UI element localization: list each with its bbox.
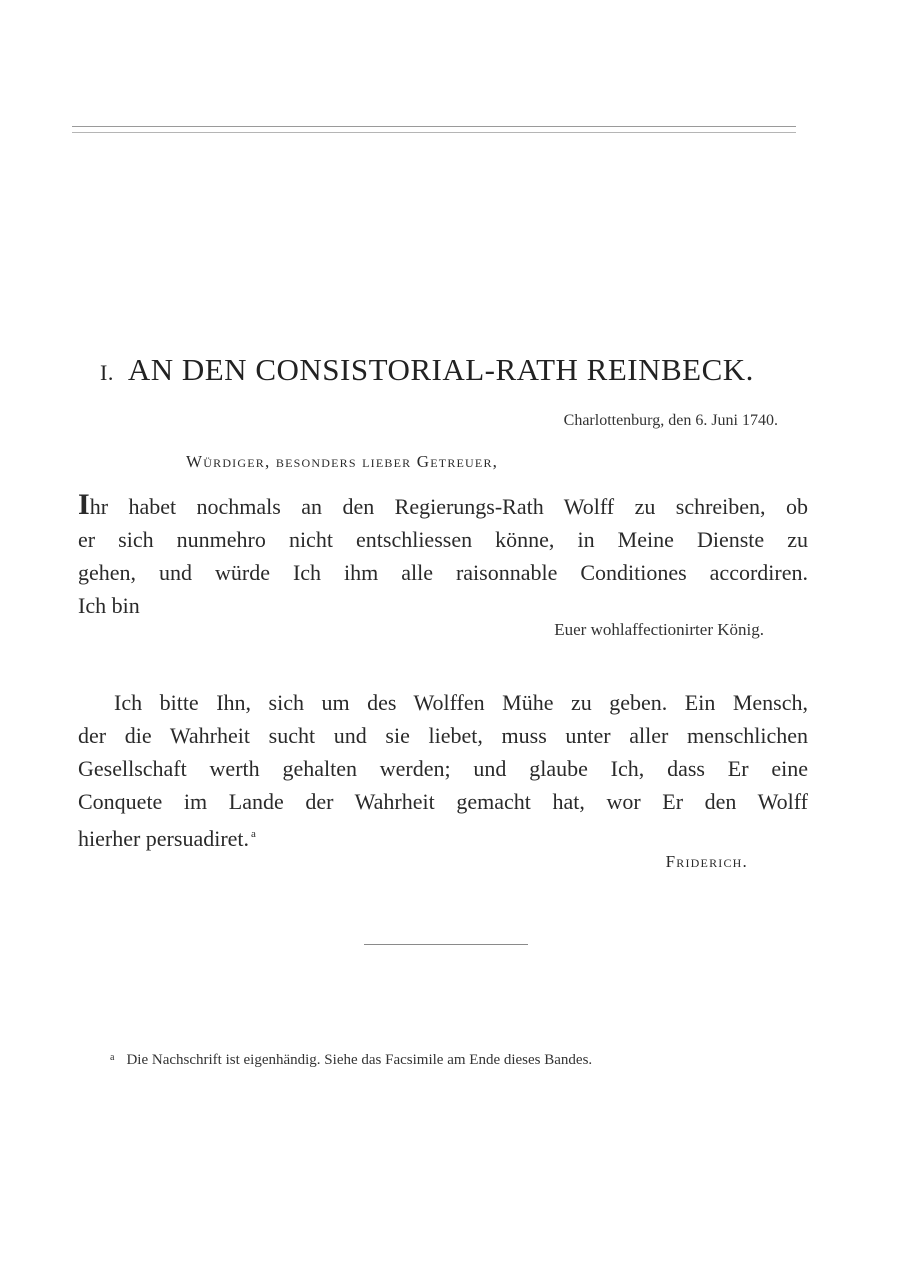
postscript-line-4: Conquete im Lande der Wahrheit gemacht hat, wor Er den Wolff bbox=[78, 789, 808, 814]
letter-line-1: Ihr habet nochmals an den Regierungs-Rath Wolff zu schreiben, ob bbox=[78, 488, 808, 521]
letter-body bbox=[78, 488, 808, 622]
letter-heading bbox=[100, 352, 800, 388]
salutation: Würdiger, besonders lieber Getreuer, bbox=[186, 452, 499, 471]
footnote-separator-rule bbox=[364, 944, 528, 945]
postscript-line-2: der die Wahrheit sucht und sie liebet, muss unter aller menschlichen bbox=[78, 723, 808, 748]
top-double-rule bbox=[72, 126, 796, 133]
letter-number: I. bbox=[100, 360, 114, 385]
dateline: Charlottenburg, den 6. Juni 1740. bbox=[563, 412, 778, 429]
letter-line-3: gehen, und würde Ich ihm alle raisonnable Conditiones accordiren. bbox=[78, 560, 808, 585]
postscript-line-3: Gesellschaft werth gehalten werden; und glaube Ich, dass Er eine bbox=[78, 756, 808, 781]
postscript-body bbox=[78, 686, 808, 855]
letter-line-2: er sich nunmehro nicht entschliessen könne, in Meine Dienste zu bbox=[78, 527, 808, 552]
initial-letter: I bbox=[78, 488, 90, 521]
signature: Friderich. bbox=[665, 852, 748, 871]
letter-line-4: Ich bin bbox=[78, 593, 140, 618]
footnote-text: Die Nachschrift ist eigenhändig. Siehe das Facsimile am Ende dieses Bandes. bbox=[126, 1052, 593, 1068]
footnote-reference: a bbox=[251, 828, 256, 840]
footnote-marker: a bbox=[110, 1052, 115, 1063]
letter-title: AN DEN CONSISTORIAL-RATH REINBECK. bbox=[127, 352, 754, 387]
postscript-line-5: hierher persuadiret. $^a$ bbox=[78, 826, 256, 851]
closing-formula: Euer wohlaffectionirter König. bbox=[554, 620, 764, 639]
footnote bbox=[110, 1052, 592, 1069]
postscript-line-1: Ich bitte Ihn, sich um des Wolffen Mühe zu geben. Ein Mensch, bbox=[114, 690, 808, 715]
